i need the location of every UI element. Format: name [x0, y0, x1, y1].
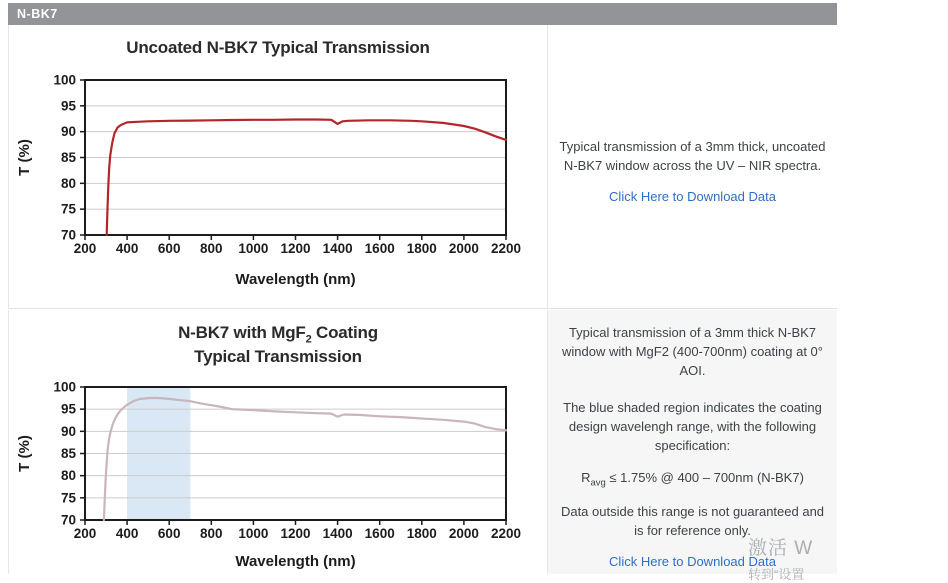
svg-text:2000: 2000: [448, 525, 479, 541]
svg-text:80: 80: [60, 468, 76, 484]
svg-text:80: 80: [60, 176, 76, 192]
svg-text:200: 200: [73, 525, 97, 541]
coated-description-text: Typical transmission of a 3mm thick N-BK7 window with MgF2 (400-700nm) coating at 0° AOI.: [562, 325, 823, 379]
svg-text:1800: 1800: [406, 525, 437, 541]
mgf2-subscript: 2: [305, 333, 312, 346]
svg-text:200: 200: [73, 241, 97, 257]
coated-chart-panel: [9, 310, 548, 574]
section-title: N-BK7: [17, 7, 58, 21]
watermark-line1: 激活 W: [748, 538, 814, 559]
coated-chart-title-line1: N-BK7 with MgF$_2$ Coating: [178, 323, 378, 346]
svg-text:2000: 2000: [448, 241, 479, 257]
svg-text:85: 85: [60, 445, 76, 461]
svg-text:1000: 1000: [238, 525, 269, 541]
svg-text:Wavelength (nm): Wavelength (nm): [235, 552, 356, 570]
svg-text:1400: 1400: [322, 525, 353, 541]
svg-text:Wavelength (nm): Wavelength (nm): [235, 271, 356, 289]
svg-text:800: 800: [200, 525, 223, 541]
svg-text:600: 600: [157, 241, 181, 257]
coated-chart-title: [9, 323, 547, 367]
coated-section-row: [8, 310, 837, 574]
uncoated-description-panel: [548, 25, 837, 308]
coated-chart-title-line2: Typical Transmission: [194, 346, 362, 366]
uncoated-description-text: Typical transmission of a 3mm thick, uncoated N-BK7 window across the UV – NIR spectra.: [559, 139, 826, 173]
uncoated-transmission-chart: [9, 63, 548, 295]
avg-subscript: avg: [590, 477, 606, 489]
svg-text:1600: 1600: [364, 241, 395, 257]
svg-text:T (%): T (%): [16, 139, 33, 177]
download-data-link-uncoated[interactable]: Click Here to Download Data: [609, 188, 776, 204]
section-header-bar: [8, 3, 837, 25]
coated-transmission-chart: [9, 380, 548, 580]
svg-text:800: 800: [200, 241, 223, 257]
svg-text:1800: 1800: [406, 241, 437, 257]
svg-text:400: 400: [115, 241, 139, 257]
uncoated-chart-title: Uncoated N-BK7 Typical Transmission: [126, 38, 430, 57]
svg-text:1400: 1400: [322, 241, 353, 257]
reference-only-text: Data outside this range is not guaranteed and is for reference only.: [560, 503, 825, 538]
download-data-link-coated[interactable]: Click Here to Download Data: [609, 553, 776, 569]
svg-text:1000: 1000: [238, 241, 269, 257]
svg-text:100: 100: [53, 379, 76, 395]
svg-text:1200: 1200: [280, 241, 311, 257]
svg-text:95: 95: [60, 401, 76, 417]
svg-text:1200: 1200: [280, 525, 311, 541]
svg-text:95: 95: [60, 98, 76, 114]
uncoated-section-row: [8, 25, 837, 309]
svg-text:90: 90: [60, 124, 76, 140]
svg-text:70: 70: [60, 227, 76, 243]
svg-text:T (%): T (%): [16, 435, 33, 472]
reflectance-spec-text: $R_{avg} \le 1.75\%$ @ 400 – 700nm (N-BK7): [581, 469, 804, 489]
svg-text:100: 100: [53, 72, 76, 88]
svg-text:1600: 1600: [364, 525, 395, 541]
svg-text:600: 600: [157, 525, 181, 541]
windows-activation-watermark: [748, 533, 948, 583]
svg-text:85: 85: [60, 150, 76, 166]
coating-band-note-text: The blue shaded region indicates the coating design wavelengh range, with the following specification:: [563, 399, 822, 453]
svg-text:75: 75: [60, 202, 76, 218]
svg-text:70: 70: [60, 512, 76, 528]
svg-text:400: 400: [115, 525, 139, 541]
svg-text:2200: 2200: [490, 525, 522, 541]
watermark-line2: 转到“设置: [748, 567, 805, 582]
uncoated-chart-panel: [9, 25, 548, 308]
svg-text:75: 75: [60, 490, 76, 506]
svg-text:90: 90: [60, 423, 76, 439]
svg-text:2200: 2200: [490, 241, 522, 257]
